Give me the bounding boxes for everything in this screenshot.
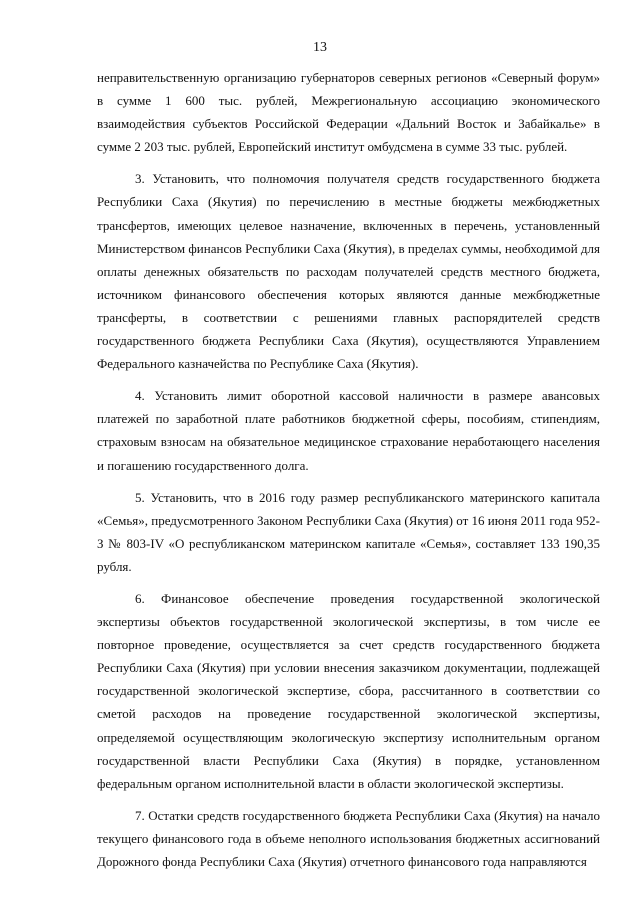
paragraph-6: 6. Финансовое обеспечение проведения государственной экологической экспертизы объектов государственной экологической экспертизы, в том числе ее повторное проведение, осуществляется за счет средств государственного бюджета Республики Саха (Якутия) при условии внесения заказчиком документации, подлежащей государственной экологической экспертизе, сбора, рассчитанного в соответствии со сметой расходов на проведение государственной экологической экспертизы, определяемой осуществляющим экологическую экспертизу исполнительным органом государственной власти Республики Саха (Якутия) в порядке, установленном федеральным органом исполнительной власти в области экологической экспертизы.	[97, 590, 600, 791]
paragraph-4: 4. Установить лимит оборотной кассовой наличности в размере авансовых платежей по заработной плате работников бюджетной сферы, пособиям, стипендиям, страховым взносам на обязательное медицинское страхование неработающего населения и погашению государственного долга.	[97, 388, 600, 473]
paragraph-5: 5. Установить, что в 2016 году размер республиканского материнского капитала «Семья», предусмотренного Законом Республики Саха (Якутия) от 16 июня 2011 года 952-З № 803-IV «О республиканском материнском капитале «Семья», составляет 133 190,35 рубля.	[97, 489, 600, 574]
paragraph-7: 7. Остатки средств государственного бюджета Республики Саха (Якутия) на начало текущего финансового года в объеме неполного использования бюджетных ассигнований Дорожного фонда Республики Саха (Якутия) отчетного финансового года направляются	[97, 807, 600, 869]
document-body	[97, 66, 600, 882]
paragraph-3: 3. Установить, что полномочия получателя средств государственного бюджета Республики Саха (Якутия) по перечислению в местные бюджеты межбюджетных трансфертов, имеющих целевое назначение, включенных в перечень, установленный Министерством финансов Республики Саха (Якутия), в пределах суммы, необходимой для оплаты денежных обязательств по расходам получателей средств местного бюджета, источником финансового обеспечения которых являются данные межбюджетные трансферты, в соответствии с решениями главных распорядителей средств государственного бюджета Республики Саха (Якутия), осуществляются Управлением Федерального казначейства по Республике Саха (Якутия).	[97, 171, 600, 372]
paragraph-continuation: неправительственную организацию губернаторов северных регионов «Северный форум» в сумме 1 600 тыс. рублей, Межрегиональную ассоциацию экономического взаимодействия субъектов Российской Федерации «Дальний Восток и Забайкалье» в сумме 2 203 тыс. рублей, Европейский институт омбудсмена в сумме 33 тыс. рублей.	[97, 70, 600, 155]
page-number: 13	[313, 40, 327, 55]
